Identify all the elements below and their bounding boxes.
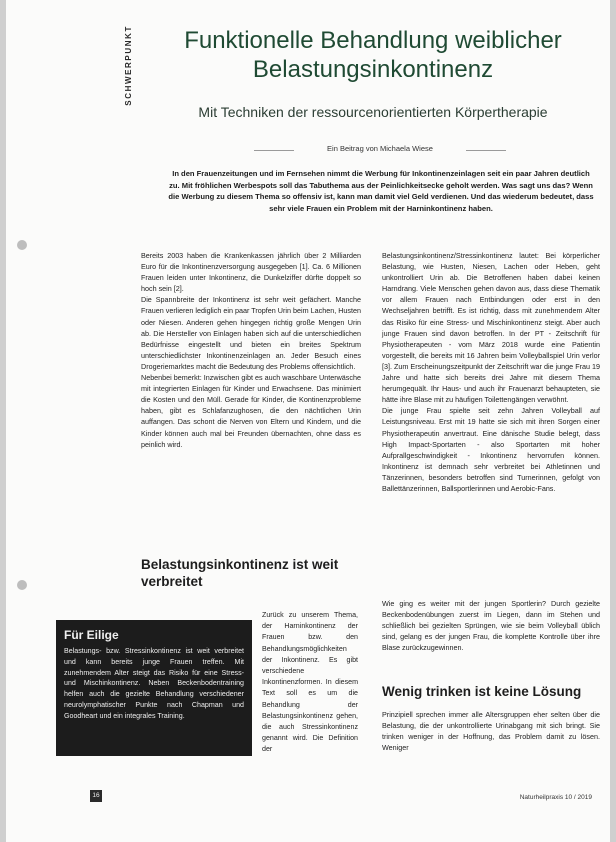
body-column-middle: Zurück zu unserem Thema, der Harninkontinenz der Frauen bzw. den Behandlungsmöglichkeiten der Inkontinenz. Es gibt verschiedene Inkontinenzformen. In diesem Text soll es um die Behandlung der Belastungsinkontinenz gehen, die auch Stressinkontinenz genannt wird. Die Definition der — [262, 611, 358, 754]
body-paragraph: Wie ging es weiter mit der jungen Sportlerin? Durch gezielte Beckenbodenübungen zuerst im Liegen, dann im Stehen und schließlich bei gezielten Sprüngen, wie sie beim Volleyball üblich sind, gelang es der jungen Frau, die komplette Kontrolle über ihre Blase zurückzugewinnen. — [382, 599, 600, 653]
byline-rule-left — [254, 150, 294, 151]
summary-box-text: Belastungs- bzw. Stressinkontinenz ist weit verbreitet und kann bereits junge Frauen treffen. Mit zunehmendem Alter steigt das Risiko für eine Stress- und Mischinkontinenz. Neben Beckenbodentraining helfen auch die gezielte Behandlung verschiedener neurolymphatischer Punkte nach Chapman und Goodheart und ein integrales Training. — [64, 647, 244, 720]
article-title: Funktionelle Behandlung weiblicher Belastungsinkontinenz — [184, 27, 562, 83]
summary-box — [56, 620, 252, 756]
body-paragraph: Die junge Frau spielte seit zehn Jahren Volleyball auf Leistungsniveau. Erst mit 19 hatte sie sich mit ihren Sorgen einer Physiotherapeutin anvertraut. Eine dänische Studie belegt, dass High Impact-Sportarten - also Sportarten mit hoher Aufprallgeschwindigkeit - Inkontinenz hervorrufen können. Inkontinenz ist demnach sehr verbreitet bei Athletinnen und Tänzerinnen, besonders betroffen sind Turnerinnen, gefolgt von Ballettänzerinnen, Ballsportlerinnen und Aerobic-Fans. — [382, 406, 600, 493]
punch-hole — [17, 240, 27, 250]
body-column-left — [141, 250, 361, 450]
body-paragraph: Bereits 2003 haben die Krankenkassen jährlich über 2 Milliarden Euro für die Inkontinenzversorgung ausgegeben [1]. Ca. 6 Millionen Frauen leiden unter Inkontinenz, die Dunkelziffer dürfte doppelt so hoch sein [2]. — [141, 251, 361, 294]
punch-hole — [17, 580, 27, 590]
section-heading: Wenig trinken ist keine Lösung — [382, 684, 582, 699]
article-subtitle: Mit Techniken der ressourcenorientierten Körpertherapie — [198, 104, 548, 120]
lead-paragraph: In den Frauenzeitungen und im Fernsehen nimmt die Werbung für Inkontinenzeinlagen seit ein paar Jahren deutlich zu. Mit fröhlichen Werbespots soll das Tabuthema aus der Peinlichkeitsecke geholt werden. Was sagt uns das? Wenn die Werbung zu diesem Thema so offensiv ist, kann man damit viel Geld verdienen. Und das wiederum bedeutet, dass sehr viele Frauen ein Problem mit der Harninkontinenz haben. — [168, 169, 594, 213]
byline: Ein Beitrag von Michaela Wiese — [327, 144, 433, 153]
section-label: SCHWERPUNKT — [124, 25, 133, 106]
magazine-page — [6, 0, 610, 842]
byline-rule-right — [466, 150, 506, 151]
body-column-right — [382, 250, 600, 494]
page-number: 16 — [90, 790, 102, 802]
summary-box-title: Für Eilige — [64, 628, 119, 642]
body-paragraph: Belastungsinkontinenz/Stressinkontinenz lautet: Bei körperlicher Belastung, wie Husten, Niesen, Lachen oder Heben, geht unkontrolliert Urin ab. Die Betroffenen haben dabei keinen Harndrang. Viele Menschen gehen davon aus, dass diese Thematik vor allem Frauen nach Entbindungen oder erst in den Wechseljahren betrifft. Es ist richtig, dass mit zunehmendem Alter das Risiko für eine Stress- und Mischinkontinenz steigt. Aber auch junge Frauen sind davon betroffen. In der PT - Zeitschrift für Physiotherapeuten - vom März 2018 wurde eine Patientin vorgestellt, die bereits mit 16 Jahren beim Volleyballspiel Urin verlor [3]. Zum Erscheinungszeitpunkt der Zeitschrift war die junge Frau 19 Jahre und hatte sich bereits drei Jahre mit diesem Thema herumgequält. Ihr Haus- und auch ihr Frauenarzt behaupteten, sie hätte ihre Blase mit zu häufigen Toilettengängen verwöhnt. — [382, 251, 600, 405]
body-paragraph: Prinzipiell sprechen immer alle Altersgruppen eher selten über die Belastung, die der unkontrollierte Urinabgang mit sich bringt. Sie trinken weniger in der Hoffnung, das Problem damit zu lösen. Weniger — [382, 710, 600, 753]
footer-publication: Naturheilpraxis 10 / 2019 — [519, 794, 592, 801]
section-heading: Belastungsinkontinenz ist weit verbreitet — [141, 557, 339, 589]
body-paragraph: Nebenbei bemerkt: Inzwischen gibt es auch waschbare Unterwäsche mit integrierten Einlagen für Kinder und Erwachsene. Das minimiert die Kosten und den Müll. Gerade für Kinder, die Kontinenzprobleme haben, gibt es Schlafanzughosen, die den nächtlichen Urin auffangen. Das schont die Nerven von Eltern und Kindern, und die Kinder können auch mal bei Freunden übernachten, ohne dass es peinlich wird. — [141, 373, 361, 449]
body-paragraph: Die Spannbreite der Inkontinenz ist sehr weit gefächert. Manche Frauen verlieren lediglich ein paar Tropfen Urin beim Lachen, Husten oder Niesen. Anderen gehen hingegen richtig große Mengen Urin ab. Die Hersteller von Einlagen haben sich auf die unterschiedlichen Bedürfnisse eingestellt und bieten ein breites Spektrum unterschiedlichster Inkontinenzeinlagen an. Jeder Besuch eines Drogeriemarktes macht die Bedeutung des Problems offensichtlich. — [141, 295, 361, 371]
